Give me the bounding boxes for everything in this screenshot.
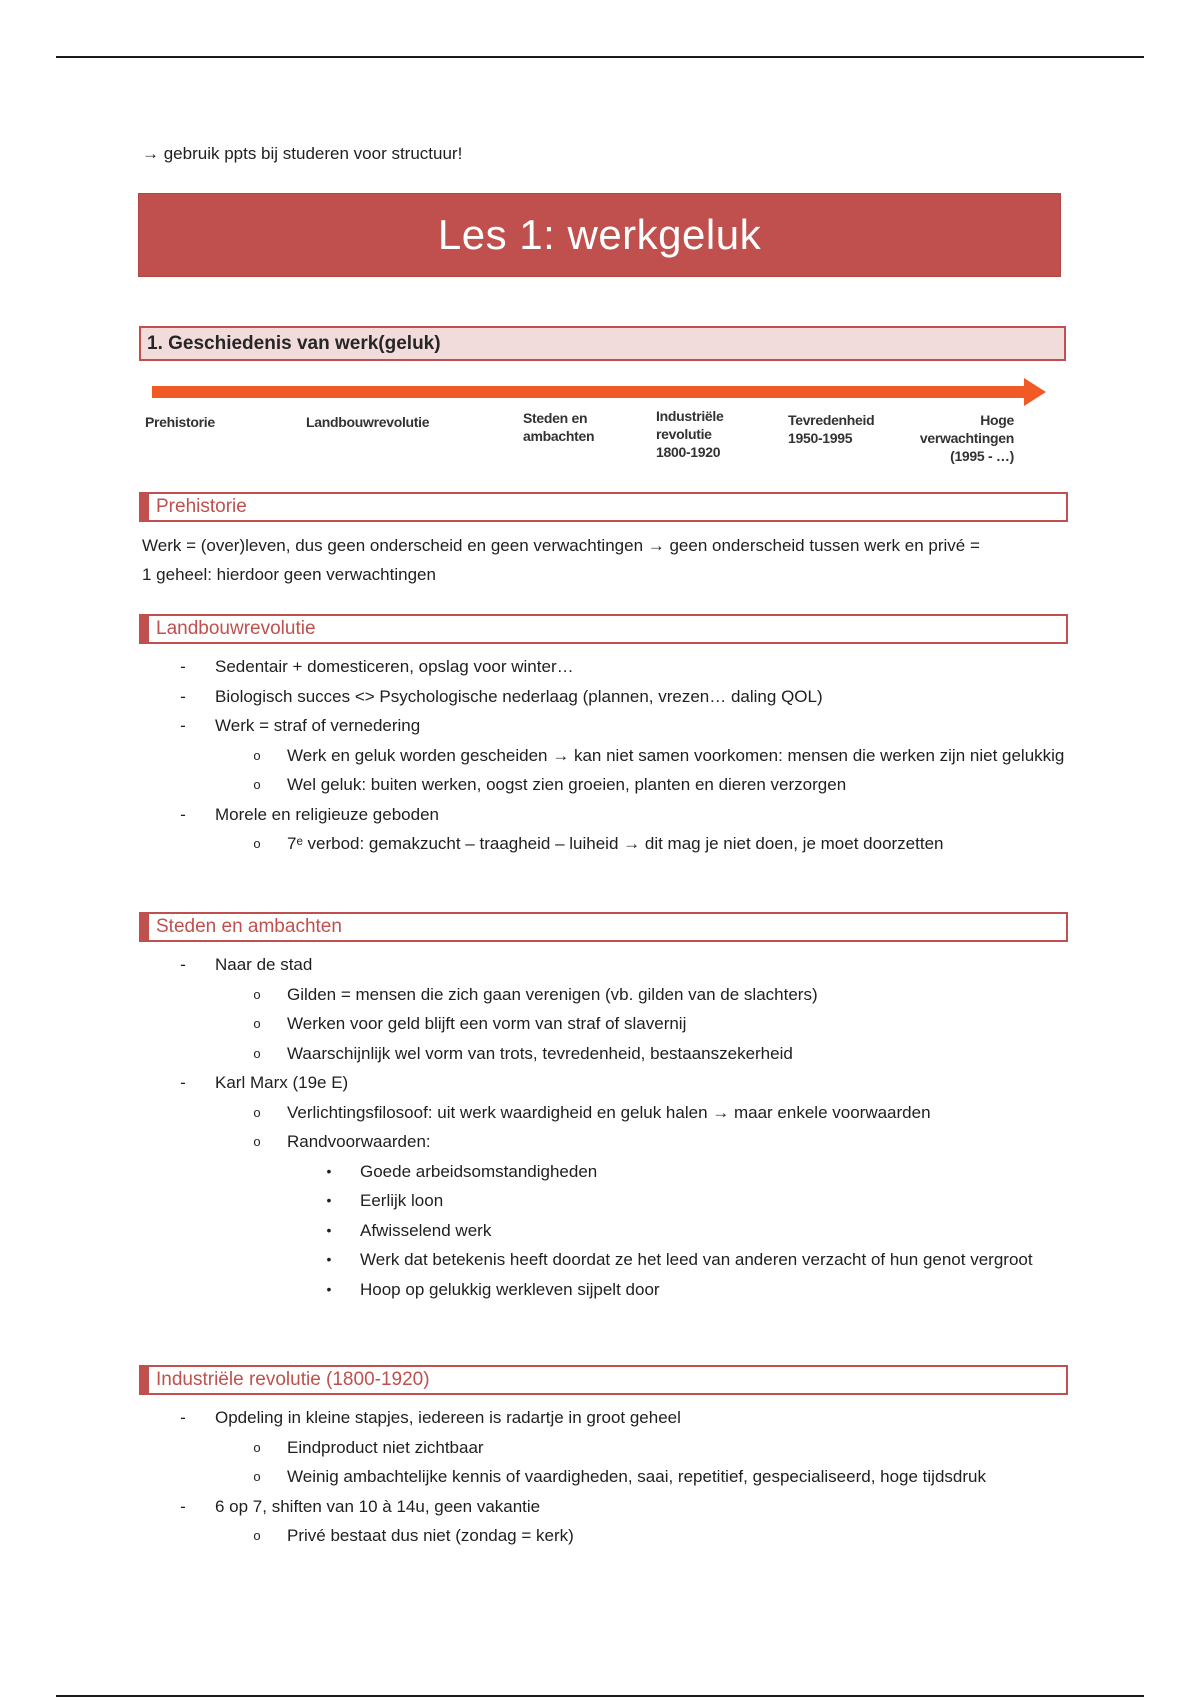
- timeline-label-line: 1950-1995: [788, 430, 853, 446]
- timeline-label-line: Hoge: [980, 412, 1014, 428]
- list-item-text: Biologisch succes <> Psychologische nederlaag (plannen, vrezen… daling QOL): [215, 686, 823, 706]
- list-item: [0, 1186, 1200, 1216]
- bullet-marker: -: [180, 804, 186, 824]
- list-item: [0, 1127, 1200, 1157]
- list-item: [0, 1245, 1200, 1275]
- list-item-text: Karl Marx (19e E): [215, 1073, 349, 1092]
- prehistorie-paragraph: [142, 531, 1062, 589]
- list-item: [0, 1521, 1200, 1551]
- subsection-title-prehistorie: [139, 492, 1068, 522]
- timeline: [140, 376, 1070, 476]
- list-item-text: 6 op 7, shiften van 10 à 14u, geen vakantie: [215, 1496, 541, 1516]
- timeline-label-line: (1995 - …): [950, 448, 1014, 464]
- list-item-text: Randvoorwaarden:: [287, 1132, 431, 1151]
- timeline-label-line: Prehistorie: [145, 414, 215, 430]
- list-item: [0, 1462, 1200, 1492]
- timeline-label-steden: [523, 409, 594, 445]
- industrie-list: [0, 1403, 1200, 1551]
- list-item: [0, 1098, 1200, 1128]
- lesson-title-banner: [139, 194, 1060, 276]
- list-item-text: Morele en religieuze geboden: [215, 804, 439, 824]
- list-item-text: Werken voor geld blijft een vorm van straf of slavernij: [287, 1014, 687, 1033]
- bullet-marker: •: [326, 1251, 332, 1267]
- list-item: [0, 1068, 1200, 1098]
- timeline-label-line: Industriële: [656, 408, 724, 424]
- list-item-text: Werk = straf of vernedering: [215, 716, 421, 735]
- bullet-marker: o: [253, 1528, 261, 1543]
- list-item: [0, 1039, 1200, 1069]
- timeline-label-prehistorie: [145, 413, 215, 431]
- list-item-text: Weinig ambachtelijke kennis of vaardigheden, saai, repetitief, gespecialiseerd, hoge tijdsdruk: [287, 1467, 986, 1486]
- bullet-marker: o: [253, 777, 261, 792]
- timeline-label-hoge: [914, 411, 1014, 465]
- timeline-label-industrie: [656, 407, 724, 461]
- bullet-marker: o: [253, 1469, 261, 1484]
- study-note: → gebruik ppts bij studeren voor structuur!: [142, 144, 463, 163]
- list-item: [0, 711, 1200, 741]
- timeline-label-line: Landbouwrevolutie: [306, 414, 430, 430]
- bullet-marker: •: [326, 1162, 332, 1179]
- paragraph-line: Werk = (over)leven, dus geen onderscheid en geen verwachtingen → geen onderscheid tussen werk en privé =: [142, 536, 980, 555]
- list-item: [0, 1009, 1200, 1039]
- timeline-label-line: Steden en: [523, 410, 588, 426]
- list-item-text: Werk dat betekenis heeft doordat ze het leed van anderen verzacht of hun genot vergroot: [360, 1250, 1033, 1269]
- bullet-marker: -: [180, 1408, 186, 1427]
- list-item: [0, 770, 1200, 800]
- list-item-text: Sedentair + domesticeren, opslag voor winter…: [215, 657, 574, 676]
- subsection-title-landbouw: [139, 614, 1068, 644]
- subsection-title-text: Steden en ambachten: [156, 916, 342, 937]
- bullet-marker: o: [253, 836, 261, 851]
- list-item-text: Gilden = mensen die zich gaan verenigen (vb. gilden van de slachters): [287, 984, 818, 1004]
- bullet-marker: -: [180, 716, 186, 735]
- bullet-marker: -: [180, 1496, 186, 1516]
- bullet-marker: o: [253, 1134, 261, 1149]
- list-item-text: Eerlijk loon: [360, 1191, 444, 1210]
- timeline-label-tevredenheid: [788, 411, 874, 447]
- subsection-title-text: Industriële revolutie (1800-1920): [156, 1369, 430, 1390]
- list-item: [0, 800, 1200, 830]
- header-rule: [56, 56, 1144, 58]
- list-item: [0, 980, 1200, 1010]
- bullet-marker: o: [253, 986, 261, 1002]
- section-title-text: 1. Geschiedenis van werk(geluk): [147, 332, 441, 354]
- bullet-marker: o: [253, 1439, 261, 1455]
- list-item: [0, 1492, 1200, 1522]
- bullet-marker: •: [326, 1221, 332, 1238]
- footer-rule: [56, 1695, 1144, 1697]
- timeline-arrow: [140, 376, 1070, 416]
- lesson-title: Les 1: werkgeluk: [437, 211, 762, 258]
- list-item-text: Privé bestaat dus niet (zondag = kerk): [287, 1526, 574, 1545]
- subsection-title-industrie: [139, 1365, 1068, 1395]
- bullet-marker: o: [253, 1104, 261, 1120]
- bullet-marker: o: [253, 1016, 261, 1031]
- bullet-marker: -: [180, 955, 186, 974]
- list-item-text: Opdeling in kleine stapjes, iedereen is radartje in groot geheel: [215, 1408, 681, 1427]
- bullet-marker: -: [180, 657, 186, 676]
- bullet-marker: o: [253, 747, 261, 763]
- list-item: [0, 652, 1200, 682]
- bullet-marker: -: [180, 1073, 186, 1092]
- list-item-text: Afwisselend werk: [360, 1220, 492, 1240]
- list-item: [0, 950, 1200, 980]
- timeline-arrow-shaft: [152, 386, 1032, 398]
- list-item-text: Verlichtingsfilosoof: uit werk waardigheid en geluk halen → maar enkele voorwaarden: [287, 1102, 931, 1122]
- list-item-text: Waarschijnlijk wel vorm van trots, tevredenheid, bestaanszekerheid: [287, 1043, 793, 1063]
- timeline-label-line: ambachten: [523, 428, 595, 444]
- list-item-text: Goede arbeidsomstandigheden: [360, 1161, 598, 1181]
- list-item: [0, 1433, 1200, 1463]
- timeline-arrow-head: [1024, 378, 1046, 406]
- subsection-title-text: Prehistorie: [156, 496, 247, 517]
- list-item-text: Hoop op gelukkig werkleven sijpelt door: [360, 1279, 660, 1299]
- timeline-label-line: revolutie: [656, 426, 712, 442]
- steden-list: [0, 950, 1200, 1304]
- bullet-marker: o: [253, 1045, 261, 1061]
- subsection-title-steden: [139, 912, 1068, 942]
- list-item-text: Eindproduct niet zichtbaar: [287, 1437, 484, 1457]
- list-item-text: 7ᵉ verbod: gemakzucht – traagheid – luiheid → dit mag je niet doen, je moet doorzetten: [287, 834, 944, 853]
- timeline-label-landbouw: [306, 413, 429, 431]
- bullet-marker: •: [326, 1280, 332, 1297]
- list-item-text: Naar de stad: [215, 955, 313, 974]
- list-item: [0, 682, 1200, 712]
- list-item: [0, 1157, 1200, 1187]
- timeline-label-line: verwachtingen: [919, 430, 1014, 446]
- list-item: [0, 829, 1200, 859]
- list-item: [0, 1403, 1200, 1433]
- bullet-marker: -: [180, 686, 186, 706]
- subsection-title-text: Landbouwrevolutie: [156, 618, 316, 639]
- list-item: [0, 741, 1200, 771]
- landbouw-list: [0, 652, 1200, 859]
- timeline-label-line: 1800-1920: [656, 444, 721, 460]
- list-item-text: Werk en geluk worden gescheiden → kan niet samen voorkomen: mensen die werken zijn niet gelukkig: [287, 745, 1065, 765]
- list-item: [0, 1275, 1200, 1305]
- list-item-text: Wel geluk: buiten werken, oogst zien groeien, planten en dieren verzorgen: [287, 775, 847, 794]
- timeline-label-line: Tevredenheid: [788, 412, 875, 428]
- list-item: [0, 1216, 1200, 1246]
- section-title-history: [139, 326, 1066, 361]
- bullet-marker: •: [326, 1192, 332, 1208]
- paragraph-line: 1 geheel: hierdoor geen verwachtingen: [142, 565, 436, 584]
